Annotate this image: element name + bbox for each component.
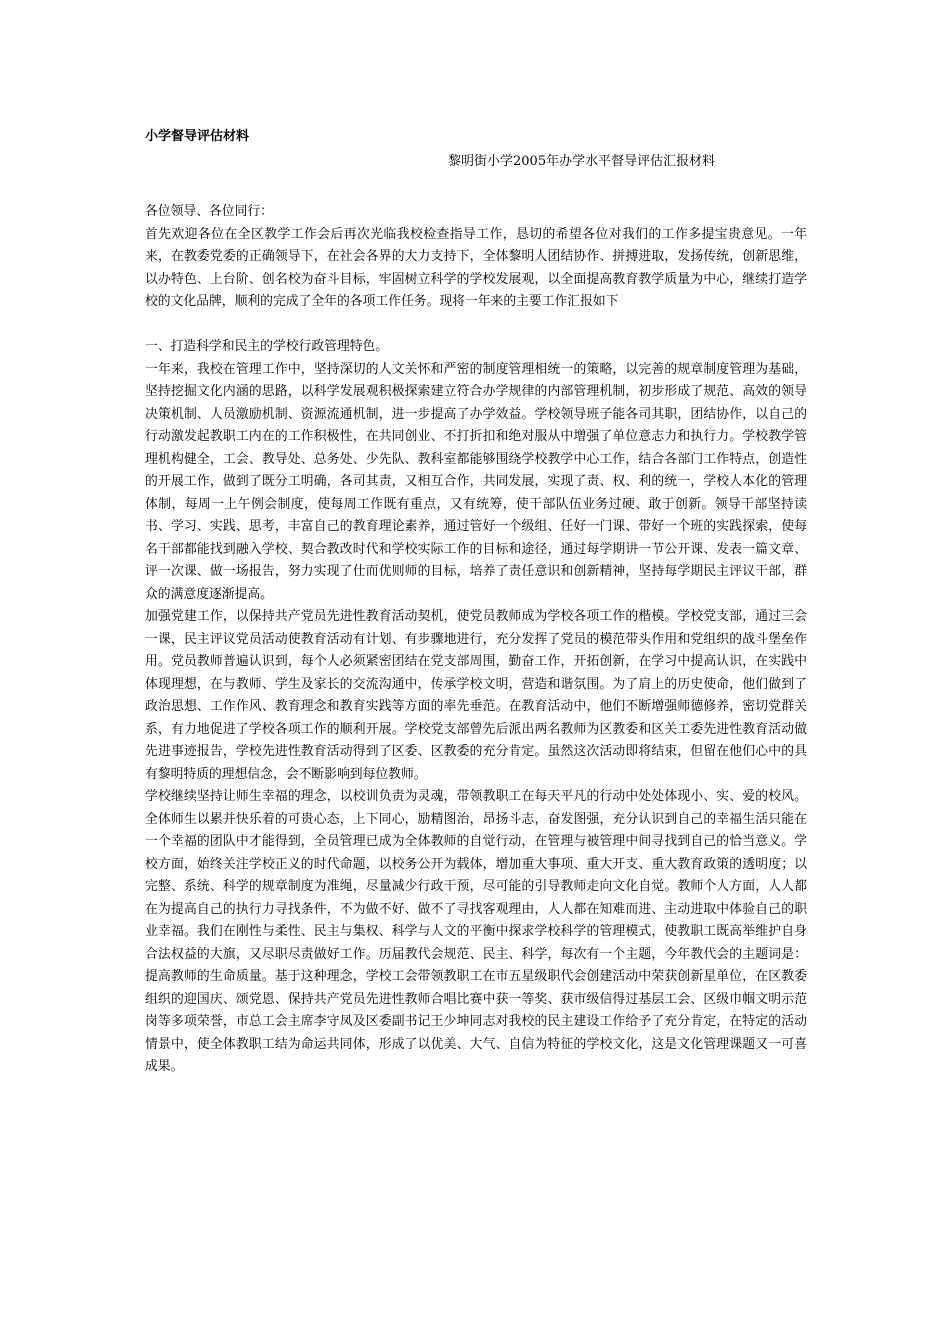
greeting: 各位领导、各位同行：: [145, 204, 273, 219]
document-title: 小学督导评估材料: [145, 129, 250, 144]
document-subtitle: 黎明街小学2005年办学水平督导评估汇报材料: [448, 154, 716, 169]
intro-paragraph: 首先欢迎各位在全区教学工作会后再次光临我校检查指导工作，恳切的希望各位对我们的工作多提宝贵意见。一年来，在教委党委的正确领导下，在社会各界的大力支持下，全体黎明人团结协作、拼搏进取，发扬传统，创新思维，以办特色、上台阶、创名校为奋斗目标，牢固树立科学的学校发展观，以全面提高教育教学质量为中心，继续打造学校的文化品牌，顺利的完成了全年的各项工作任务。现将一年来的主要工作汇报如下: [145, 226, 807, 309]
body-paragraph-3: 学校继续坚持让师生幸福的理念，以校训负责为灵魂，带领教职工在每天平凡的行动中处处体现小、实、爱的校风。全体师生以累并快乐着的可贵心态，上下同心，励精图治，昂扬斗志，奋发图强，充分认识到自己的幸福生活只能在一个幸福的团队中才能得到，全员管理已成为全体教师的自觉行动，在管理与被管理中间寻找到自己的恰当意义。学校方面，始终关注学校正义的时代命题，以校务公开为载体，增加重大事项、重大开支、重大教育政策的透明度；以完整、系统、科学的规章制度为准绳，尽量减少行政干预，尽可能的引导教师走向文化自觉。教师个人方面，人人都在为提高自己的执行力寻找条件，不为做不好、做不了寻找客观理由，人人都在知难而进、主动进取中体验自己的职业幸福。我们在刚性与柔性、民主与集权、科学与人文的平衡中探求学校科学的管理模式，使教职工既高举维护自身合法权益的大旗，又尽职尽责做好工作。历届教代会规范、民主、科学，每次有一个主题，今年教代会的主题词是：提高教师的生命质量。基于这种理念，学校工会带领教职工在市五星级职代会创建活动中荣获创新星单位，在区教委组织的迎国庆、颂党恩、保持共产党员先进性教师合唱比赛中获一等奖、获市级信得过基层工会、区级巾帼文明示范岗等多项荣誉，市总工会主席李守凤及区委副书记王少坤同志对我校的民主建设工作给予了充分肯定，在特定的活动情景中，使全体教职工结为命运共同体，形成了以优美、大气、自信为特征的学校文化，这是文化管理课题又一可喜成果。: [145, 789, 807, 1074]
body-paragraph-2: 加强党建工作，以保持共产党员先进性教育活动契机，使党员教师成为学校各项工作的楷模。学校党支部，通过三会一课，民主评议党员活动使教育活动有计划、有步骤地进行，充分发挥了党员的模范带头作用和党组织的战斗堡垒作用。党员教师普遍认识到，每个人必须紧密团结在党支部周围，勤奋工作，开拓创新，在学习中提高认识，在实践中体现理想，在与教师、学生及家长的交流沟通中，传承学校文明，营造和谐氛围。为了肩上的历史使命，他们做到了政治思想、工作作风、教育理念和教育实践等方面的率先垂范。在教育活动中，他们不断增强师德修养，密切党群关系，有力地促进了学校各项工作的顺利开展。学校党支部曾先后派出两名教师为区教委和区关工委先进性教育活动做先进事迹报告，学校先进性教育活动得到了区委、区教委的充分肯定。虽然这次活动即将结束，但留在他们心中的具有黎明特质的理想信念，会不断影响到每位教师。: [145, 609, 807, 782]
section-heading: 一、打造科学和民主的学校行政管理特色。: [145, 339, 389, 354]
paragraph-gap: [145, 314, 807, 337]
body-paragraph-1: 一年来，我校在管理工作中，坚持深切的人文关怀和严密的制度管理相统一的策略，以完善的规章制度管理为基础，坚持挖掘文化内涵的思路，以科学发展观积极探索建立符合办学规律的内部管理机制，初步形成了规范、高效的领导决策机制、人员激励机制、资源流通机制，进一步提高了办学效益。学校领导班子能各司其职，团结协作，以自己的行动激发起教职工内在的工作积极性，在共同创业、不打折扣和绝对服从中增强了单位意志力和执行力。学校教学管理机构健全，工会、教导处、总务处、少先队、教科室都能够围绕学校教学中心工作，结合各部门工作特点，创造性的开展工作，做到了既分工明确，各司其责，又相互合作，共同发展，实现了责、权、利的统一，学校人本化的管理体制，每周一上午例会制度，使每周工作既有重点，又有统筹，使干部队伍业务过硬、敢于创新。领导干部坚持读书、学习、实践、思考，丰富自己的教育理论素养，通过管好一个级组、任好一门课、带好一个班的实践探索，使每名干部都能找到融入学校、契合教改时代和学校实际工作的目标和途径，通过每学期讲一节公开课、发表一篇文章、评一次课、做一场报告，努力实现了仕而优则师的目标，培养了责任意识和创新精神，坚持每学期民主评议干部，群众的满意度逐渐提高。: [145, 361, 807, 602]
document-body: [145, 201, 807, 1079]
